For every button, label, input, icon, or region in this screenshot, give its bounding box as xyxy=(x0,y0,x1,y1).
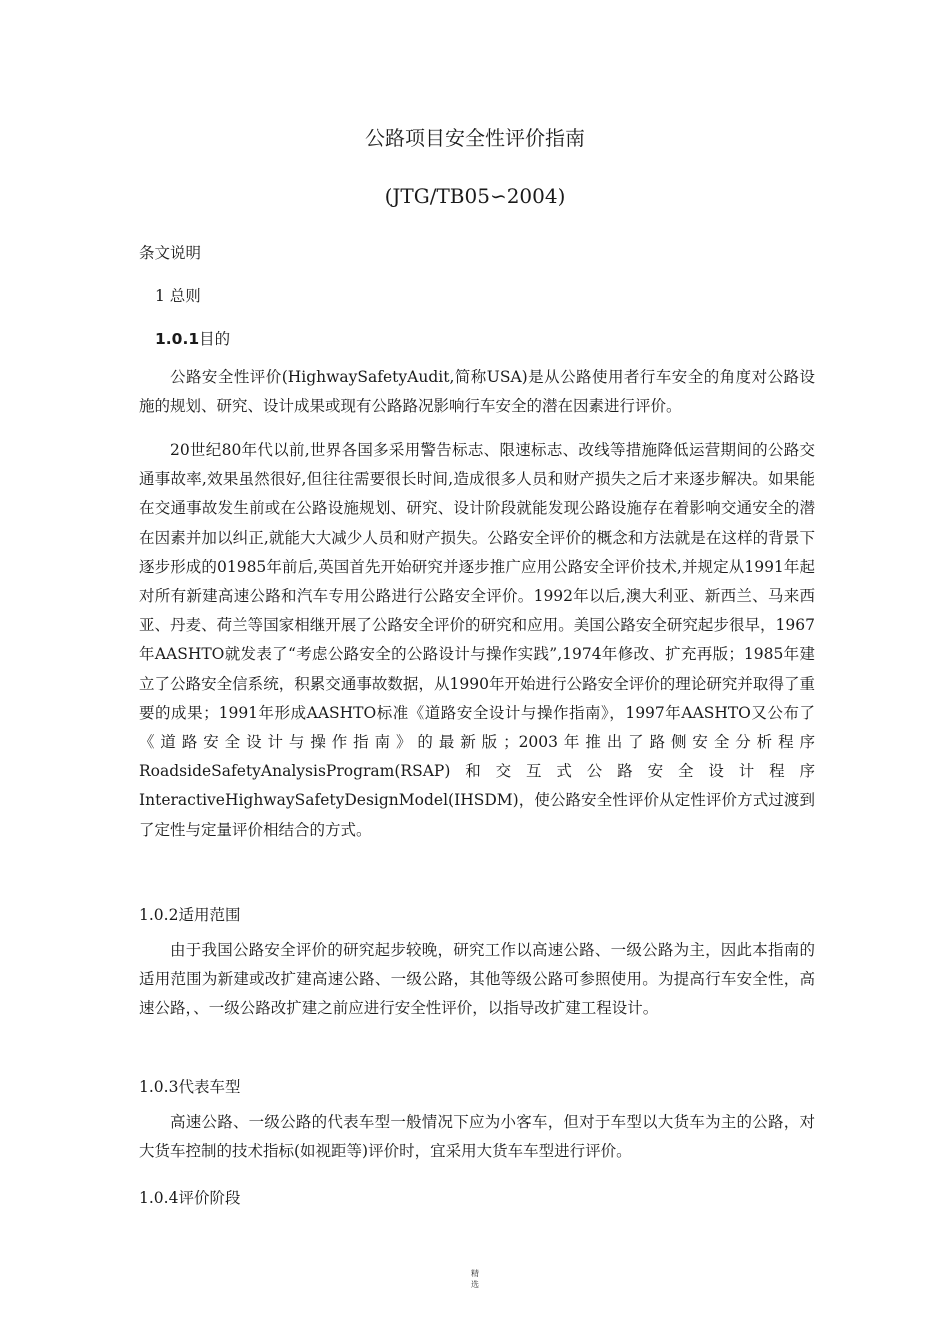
clause-heading-103: 1.0.3代表车型 xyxy=(139,1078,241,1096)
clause-title: 目的 xyxy=(199,330,231,348)
document-code: (JTG/TB05∽2004) xyxy=(384,184,566,208)
paragraph-vehicle: 高速公路、一级公路的代表车型一般情况下应为小客车，但对于车型以大货车为主的公路，对大货车控制的技术指标(如视距等)评价时，宜采用大货车车型进行评价。 xyxy=(139,1113,815,1161)
clause-heading-102: 1.0.2适用范围 xyxy=(139,906,241,924)
paragraph-definition: 公路安全性评价(HighwaySafetyAudit,简称USA)是从公路使用者行车安全的角度对公路设施的规划、研究、设计成果或现有公路路况影响行车安全的潜在因素进行评价。 xyxy=(139,368,815,416)
clause-heading-101 xyxy=(155,327,230,349)
section-label: 条文说明 xyxy=(139,244,202,262)
clause-number: 1.0.1 xyxy=(155,330,200,348)
page-footer-mark xyxy=(0,1268,950,1290)
paragraph-history: 20世纪80年代以前,世界各国多采用警告标志、限速标志、改线等措施降低运营期间的公路交通事故率,效果虽然很好,但往往需要很长时间,造成很多人员和财产损失之后才来逐步解决。如果能在交通事故发生前或在公路设施规划、研究、设计阶段就能发现公路设施存在着影响交通安全的潜在因素并加以纠正,就能大大减少人员和财产损失。公路安全评价的概念和方法就是在这样的背景下逐步形成的01985年前后,英国首先开始研究并逐步推广应用公路安全评价技术,并规定从1991年起对所有新建高速公路和汽车专用公路进行公路安全评价。1992年以后,澳大利亚、新西兰、马来西亚、丹麦、荷兰等国家相继开展了公路安全评价的研究和应用。美国公路安全研究起步很早，1967年AASHTO就发表了“考虑公路安全的公路设计与操作实践”,1974年修改、扩充再版；1985年建立了公路安全信系统，积累交通事故数据，从1990年开始进行公路安全评价的理论研究并取得了重要的成果；1991年形成AASHTO标准《道路安全设计与操作指南》，1997年AASHTO又公布了《道路安全设计与操作指南》的最新版；2003年推出了路侧安全分析程序RoadsideSafetyAnalysisProgram(RSAP)和交互式公路安全设计程序InteractiveHighwaySafetyDesignModel(IHSDM)，使公路安全性评价从定性评价方式过渡到了定性与定量评价相结合的方式。 xyxy=(139,441,815,839)
chapter-heading: 1 总则 xyxy=(155,287,201,305)
footer-line-1: 精 xyxy=(471,1269,479,1278)
document-title: 公路项目安全性评价指南 xyxy=(365,126,585,150)
paragraph-scope: 由于我国公路安全评价的研究起步较晚，研究工作以高速公路、一级公路为主，因此本指南的适用范围为新建或改扩建高速公路、一级公路，其他等级公路可参照使用。为提高行车安全性，高速公路，、一级公路改扩建之前应进行安全性评价，以指导改扩建工程设计。 xyxy=(139,941,815,1018)
footer-line-2: 选 xyxy=(471,1280,479,1289)
clause-heading-104: 1.0.4评价阶段 xyxy=(139,1189,241,1207)
